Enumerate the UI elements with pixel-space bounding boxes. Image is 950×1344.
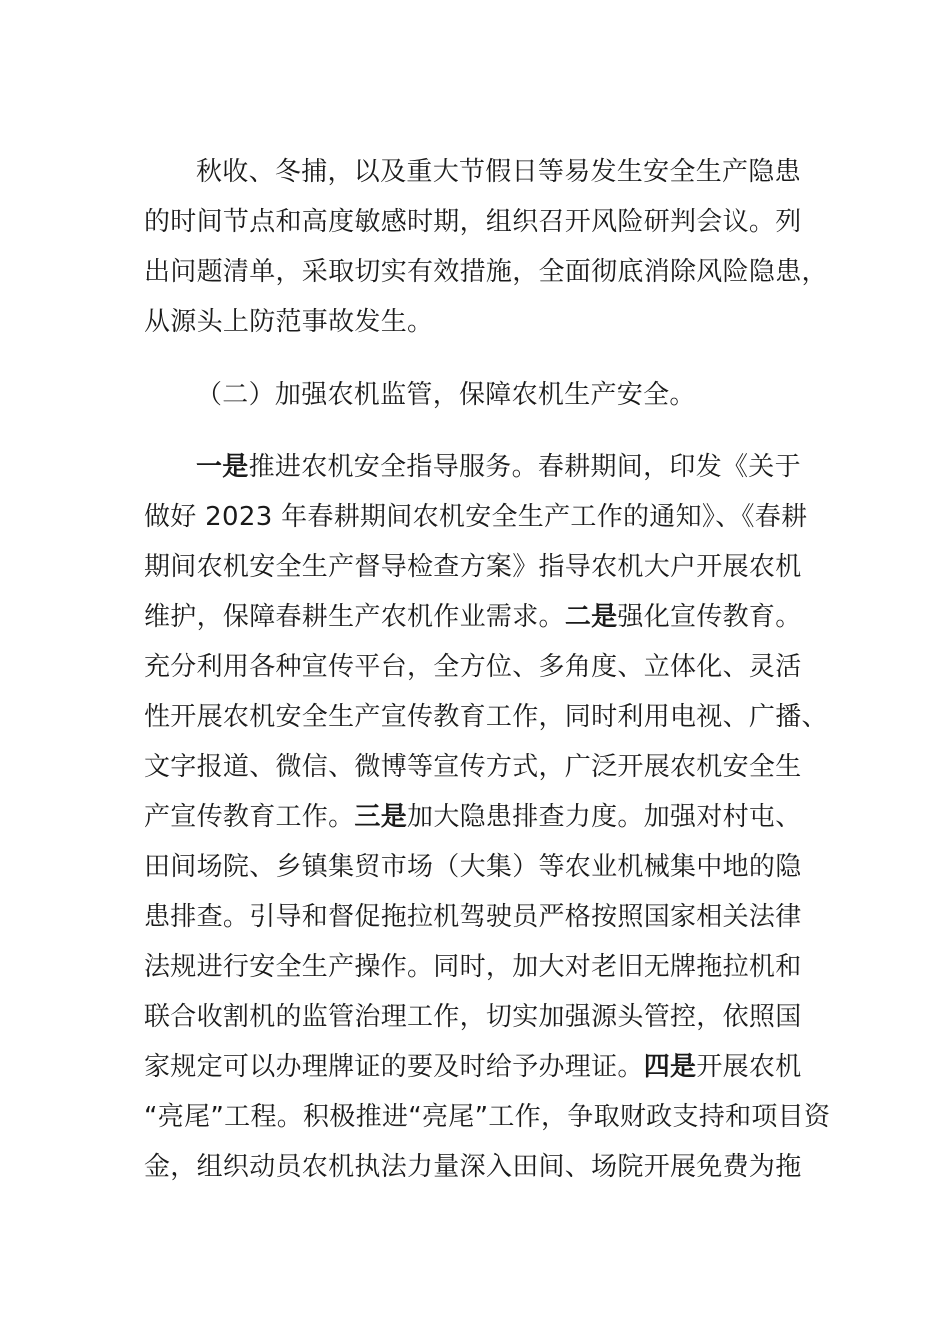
paragraph-line xyxy=(144,1047,824,1087)
paragraph-line: 田间场院、乡镇集贸市场（大集）等农业机械集中地的隐 xyxy=(144,852,802,882)
paragraph-line: “亮尾”工程。积极推进“亮尾”工作，争取财政支持和项目资 xyxy=(144,1102,831,1132)
text-span: 强化宣传教育。 xyxy=(617,602,802,632)
emphasis-label: 一是 xyxy=(196,452,249,482)
paragraph-line: 患排查。引导和督促拖拉机驾驶员严格按照国家相关法律 xyxy=(144,902,802,932)
paragraph-line: 出问题清单，采取切实有效措施，全面彻底消除风险隐患， xyxy=(144,257,828,287)
emphasis-label: 四是 xyxy=(643,1052,697,1082)
paragraph-line: 秋收、冬捕，以及重大节假日等易发生安全生产隐患 xyxy=(196,157,801,187)
paragraph-line: 金，组织动员农机执法力量深入田间、场院开展免费为拖 xyxy=(144,1152,802,1182)
emphasis-label: 二是 xyxy=(564,602,618,632)
text-span: 家规定可以办理牌证的要及时给予办理证。 xyxy=(144,1052,644,1082)
text-span: 产宣传教育工作。 xyxy=(144,802,355,832)
text-span: 开展农机 xyxy=(696,1052,802,1082)
text-span: 加大隐患排查力度。加强对村屯、 xyxy=(407,802,802,832)
text-span: 推进农机安全指导服务。春耕期间，印发《关于 xyxy=(248,452,801,482)
paragraph-line xyxy=(196,447,876,487)
paragraph-line: 从源头上防范事故发生。 xyxy=(144,307,434,337)
paragraph-line: 充分利用各种宣传平台，全方位、多角度、立体化、灵活 xyxy=(144,652,802,682)
paragraph-line xyxy=(144,797,824,837)
paragraph-line: 性开展农机安全生产宣传教育工作，同时利用电视、广播、 xyxy=(144,702,828,732)
emphasis-label: 三是 xyxy=(354,802,408,832)
paragraph-line: 做好 2023 年春耕期间农机安全生产工作的通知》、《春耕 xyxy=(144,502,808,532)
section-heading: （二）加强农机监管，保障农机生产安全。 xyxy=(196,380,696,410)
paragraph-line: 期间农机安全生产督导检查方案》指导农机大户开展农机 xyxy=(144,552,802,582)
paragraph-line: 的时间节点和高度敏感时期，组织召开风险研判会议。列 xyxy=(144,207,802,237)
paragraph-line: 法规进行安全生产操作。同时，加大对老旧无牌拖拉机和 xyxy=(144,952,802,982)
paragraph-line: 文字报道、微信、微博等宣传方式，广泛开展农机安全生 xyxy=(144,752,802,782)
text-span: 维护，保障春耕生产农机作业需求。 xyxy=(144,602,565,632)
paragraph-line: 联合收割机的监管治理工作，切实加强源头管控，依照国 xyxy=(144,1002,802,1032)
paragraph-line xyxy=(144,597,824,637)
